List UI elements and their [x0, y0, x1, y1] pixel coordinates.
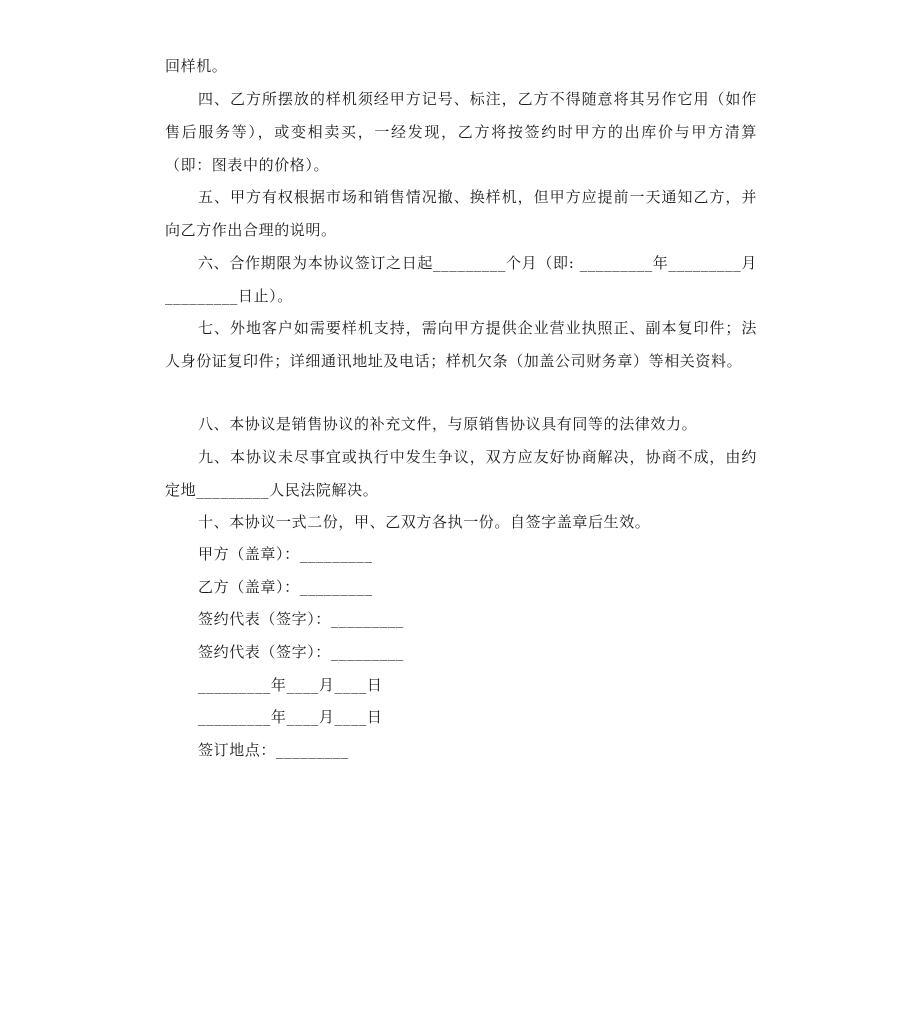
paragraph-clause-5: 五、甲方有权根据市场和销售情况撤、换样机，但甲方应提前一天通知乙方，并向乙方作出合理的说明。: [165, 188, 757, 239]
paragraph-clause-9: 九、本协议未尽事宜或执行中发生争议，双方应友好协商解决，协商不成，由约定地_________人民法院解决。: [165, 448, 757, 499]
signature-date-1: _________年____月____日: [198, 676, 383, 694]
paragraph-continuation: 回样机。: [165, 57, 228, 75]
paragraph-clause-4: 四、乙方所摆放的样机须经甲方记号、标注，乙方不得随意将其另作它用（如作售后服务等），或变相卖买，一经发现，乙方将按签约时甲方的出库价与甲方清算（即：图表中的价格）。: [165, 90, 757, 174]
signing-place: 签订地点：_________: [198, 741, 349, 759]
paragraph-clause-6: 六、合作期限为本协议签订之日起_________个月（即: _________年_________月_________日止）。: [165, 254, 757, 305]
paragraph-clause-8: 八、本协议是销售协议的补充文件，与原销售协议具有同等的法律效力。: [198, 415, 698, 433]
signature-date-2: _________年____月____日: [198, 708, 383, 726]
paragraph-clause-7: 七、外地客户如需要样机支持，需向甲方提供企业营业执照正、副本复印件；法人身份证复印件；详细通讯地址及电话；样机欠条（加盖公司财务章）等相关资料。: [165, 319, 757, 370]
signature-party-a: 甲方（盖章）：_________: [198, 545, 373, 563]
paragraph-clause-10: 十、本协议一式二份，甲、乙双方各执一份。自签字盖章后生效。: [198, 513, 651, 531]
signature-party-b: 乙方（盖章）：_________: [198, 578, 373, 596]
signature-representative-2: 签约代表（签字）：_________: [198, 643, 404, 661]
signature-representative-1: 签约代表（签字）：_________: [198, 610, 404, 628]
